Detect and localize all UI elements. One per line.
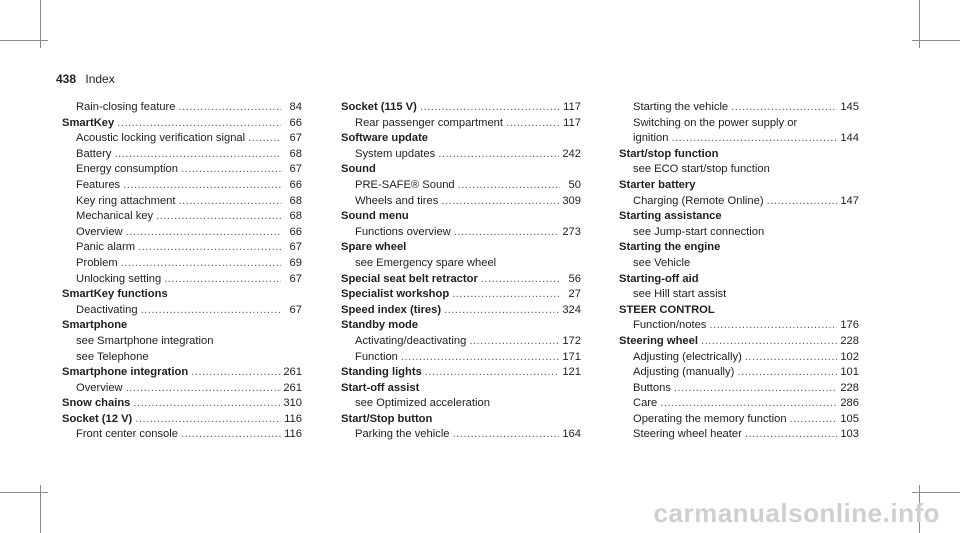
index-subentry [619, 287, 859, 303]
index-subentry [341, 147, 581, 163]
page-reference[interactable]: 242 [562, 147, 581, 160]
index-subentry [62, 334, 302, 350]
index-subentry [62, 225, 302, 241]
index-column-1 [62, 100, 302, 443]
index-subentry [619, 131, 859, 147]
entry-label: see Smartphone integration [76, 334, 214, 347]
leader-dots [164, 272, 281, 288]
entry-label: see Telephone [76, 350, 149, 363]
entry-label: Snow chains [62, 397, 131, 410]
leader-dots [481, 272, 560, 288]
entry-label: Start-off assist [341, 381, 420, 394]
page-reference[interactable]: 309 [562, 194, 581, 207]
leader-dots [179, 194, 282, 210]
page-reference[interactable]: 144 [840, 132, 859, 145]
entry-label: STEER CONTROL [619, 303, 715, 316]
index-heading [62, 412, 302, 428]
index-subentry [62, 240, 302, 256]
index-heading [341, 287, 581, 303]
leader-dots [117, 116, 281, 132]
index-subentry [619, 396, 859, 412]
page-reference[interactable]: 68 [289, 194, 302, 207]
page-reference[interactable]: 66 [289, 178, 302, 191]
leader-dots [790, 412, 838, 428]
index-subentry [62, 350, 302, 366]
entry-label: Deactivating [76, 303, 138, 316]
entry-label: Starting-off aid [619, 272, 699, 285]
entry-label: SmartKey [62, 116, 115, 129]
leader-dots [401, 350, 559, 366]
entry-label: Start/stop function [619, 147, 719, 160]
leader-dots [135, 412, 281, 428]
index-subentry [619, 116, 859, 132]
index-subentry [62, 209, 302, 225]
entry-label: see Vehicle [633, 256, 691, 269]
leader-dots [469, 334, 559, 350]
leader-dots [114, 147, 281, 163]
page-reference[interactable]: 69 [289, 256, 302, 269]
page-reference[interactable]: 164 [562, 428, 581, 441]
index-subentry [341, 225, 581, 241]
page-reference[interactable]: 117 [563, 101, 581, 113]
index-subentry [341, 396, 581, 412]
page-reference[interactable]: 67 [289, 163, 302, 176]
entry-label: Activating/deactivating [355, 334, 467, 347]
entry-label: Front center console [76, 428, 178, 441]
leader-dots [191, 365, 280, 381]
entry-label: Socket (115 V) [341, 101, 417, 113]
index-subentry [62, 194, 302, 210]
index-subentry [62, 256, 302, 272]
index-subentry [62, 100, 302, 116]
entry-label: Sound menu [341, 210, 409, 223]
leader-dots [674, 381, 837, 397]
page-reference[interactable]: 67 [289, 272, 302, 285]
index-heading [619, 147, 859, 163]
index-heading [341, 162, 581, 178]
page-reference[interactable]: 145 [840, 101, 859, 113]
entry-label: Buttons [633, 381, 671, 394]
index-subentry [341, 116, 581, 132]
index-subentry [619, 427, 859, 443]
entry-label: Starter battery [619, 178, 696, 191]
page-reference[interactable]: 116 [284, 428, 302, 441]
index-subentry [62, 131, 302, 147]
entry-label: SmartKey functions [62, 288, 168, 301]
index-subentry [62, 147, 302, 163]
page-reference[interactable]: 116 [284, 412, 302, 425]
index-subentry [619, 381, 859, 397]
leader-dots [709, 318, 837, 334]
entry-label: Standing lights [341, 366, 422, 379]
page-reference[interactable]: 117 [563, 116, 581, 129]
leader-dots [660, 396, 837, 412]
entry-label: see Hill start assist [633, 288, 727, 301]
leader-dots [425, 365, 560, 381]
leader-dots [444, 303, 559, 319]
crop-mark [0, 40, 48, 41]
page-reference[interactable]: 50 [568, 178, 581, 191]
page-reference[interactable]: 324 [562, 303, 581, 316]
entry-label: Energy consumption [76, 163, 178, 176]
index-subentry [619, 365, 859, 381]
entry-label: Start/Stop button [341, 412, 433, 425]
index-heading [619, 178, 859, 194]
leader-dots [453, 427, 560, 443]
entry-label: see Optimized acceleration [355, 397, 490, 410]
index-column-2 [341, 100, 581, 443]
page-reference[interactable]: 102 [840, 350, 859, 363]
entry-label: Overview [76, 225, 123, 238]
index-heading [341, 240, 581, 256]
index-subentry [619, 318, 859, 334]
index-heading [341, 381, 581, 397]
entry-label: Adjusting (electrically) [633, 350, 742, 363]
entry-label: Care [633, 397, 658, 410]
entry-label: Smartphone integration [62, 366, 189, 379]
entry-label: Function/notes [633, 319, 707, 332]
crop-mark [912, 40, 960, 41]
leader-dots [133, 396, 280, 412]
page-reference[interactable]: 172 [562, 334, 581, 347]
leader-dots [121, 256, 281, 272]
index-heading [341, 272, 581, 288]
index-heading [341, 303, 581, 319]
entry-label: Wheels and tires [355, 194, 439, 207]
leader-dots [179, 100, 282, 116]
leader-dots [248, 131, 281, 147]
index-heading [341, 209, 581, 225]
page-reference[interactable]: 228 [840, 334, 859, 347]
page-reference[interactable]: 273 [562, 225, 581, 238]
index-heading [62, 365, 302, 381]
entry-label: Features [76, 178, 121, 191]
entry-label: Overview [76, 381, 123, 394]
index-subentry [619, 194, 859, 210]
entry-label: Starting the engine [619, 241, 721, 254]
leader-dots [181, 162, 281, 178]
leader-dots [452, 287, 560, 303]
index-heading [619, 334, 859, 350]
entry-label: Starting the vehicle [633, 101, 729, 113]
index-heading [62, 318, 302, 334]
page-reference[interactable]: 68 [289, 147, 302, 160]
page-reference[interactable]: 66 [289, 225, 302, 238]
index-subentry [62, 381, 302, 397]
entry-label: see Jump-start connection [633, 225, 765, 238]
leader-dots [745, 350, 838, 366]
entry-label: Steering wheel [619, 334, 698, 347]
leader-dots [671, 131, 837, 147]
leader-dots [731, 100, 837, 116]
entry-label: Operating the memory function [633, 412, 787, 425]
index-heading [341, 365, 581, 381]
entry-label: Rain-closing feature [76, 101, 176, 113]
entry-label: see ECO start/stop function [633, 163, 770, 176]
entry-label: Unlocking setting [76, 272, 162, 285]
page-reference[interactable]: 67 [289, 241, 302, 254]
page-reference[interactable]: 261 [283, 381, 302, 394]
index-heading [619, 209, 859, 225]
index-subentry [62, 427, 302, 443]
entry-label: Charging (Remote Online) [633, 194, 764, 207]
leader-dots [737, 365, 837, 381]
page-reference[interactable]: 84 [289, 101, 302, 113]
leader-dots [141, 303, 281, 319]
index-subentry [619, 225, 859, 241]
index-heading [341, 318, 581, 334]
crop-mark [0, 492, 48, 493]
index-subentry [62, 162, 302, 178]
entry-label: Smartphone [62, 319, 128, 332]
entry-label: System updates [355, 147, 436, 160]
index-subentry [341, 178, 581, 194]
page-reference[interactable]: 103 [840, 428, 859, 441]
entry-label: Software update [341, 132, 429, 145]
leader-dots [458, 178, 560, 194]
page-reference[interactable]: 27 [568, 288, 581, 301]
entry-label: Speed index (tires) [341, 303, 442, 316]
index-heading [341, 100, 581, 116]
index-heading [619, 240, 859, 256]
page-reference[interactable]: 176 [840, 319, 859, 332]
crop-mark [912, 492, 960, 493]
page-reference[interactable]: 228 [840, 381, 859, 394]
page-reference[interactable]: 310 [283, 397, 302, 410]
entry-label: ignition [633, 132, 669, 145]
leader-dots [138, 240, 281, 256]
entry-label: Starting assistance [619, 210, 722, 223]
page-reference[interactable]: 101 [840, 366, 859, 379]
page-header [56, 72, 115, 86]
entry-label: Rear passenger compartment [355, 116, 503, 129]
watermark: carmanualsonline.info [653, 498, 940, 528]
leader-dots [181, 427, 281, 443]
entry-label: Mechanical key [76, 210, 154, 223]
page-reference[interactable]: 261 [283, 366, 302, 379]
index-subentry [341, 256, 581, 272]
entry-label: Spare wheel [341, 241, 407, 254]
leader-dots [454, 225, 560, 241]
entry-label: Acoustic locking verification signal [76, 132, 246, 145]
index-subentry [62, 272, 302, 288]
index-subentry [619, 162, 859, 178]
entry-label: Key ring attachment [76, 194, 176, 207]
entry-label: see Emergency spare wheel [355, 256, 497, 269]
leader-dots [126, 381, 281, 397]
index-subentry [62, 178, 302, 194]
leader-dots [441, 194, 559, 210]
page-reference[interactable]: 105 [840, 412, 859, 425]
entry-label: Switching on the power supply or [633, 116, 798, 129]
leader-dots [123, 178, 281, 194]
leader-dots [438, 147, 559, 163]
index-subentry [341, 427, 581, 443]
index-heading [341, 131, 581, 147]
index-subentry [341, 194, 581, 210]
index-heading [619, 303, 859, 319]
entry-label: Parking the vehicle [355, 428, 450, 441]
page-reference[interactable]: 286 [840, 397, 859, 410]
page-reference[interactable]: 147 [840, 194, 859, 207]
entry-label: PRE-SAFE® Sound [355, 178, 455, 191]
index-subentry [619, 412, 859, 428]
leader-dots [156, 209, 281, 225]
page-reference[interactable]: 68 [289, 210, 302, 223]
index-heading [62, 287, 302, 303]
index-subentry [619, 256, 859, 272]
entry-label: Standby mode [341, 319, 419, 332]
entry-label: Special seat belt retractor [341, 272, 478, 285]
entry-label: Function [355, 350, 398, 363]
index-subentry [341, 350, 581, 366]
leader-dots [701, 334, 837, 350]
entry-label: Specialist workshop [341, 288, 450, 301]
page-reference[interactable]: 171 [562, 350, 581, 363]
leader-dots [767, 194, 838, 210]
entry-label: Functions overview [355, 225, 451, 238]
page-reference[interactable]: 56 [568, 272, 581, 285]
index-subentry [619, 350, 859, 366]
index-heading [341, 412, 581, 428]
index-heading [62, 116, 302, 132]
page-reference[interactable]: 67 [289, 132, 302, 145]
section-title: Index [85, 72, 115, 86]
page-reference[interactable]: 67 [289, 303, 302, 316]
index-column-3 [619, 100, 859, 443]
page-number: 438 [56, 72, 77, 86]
index-subentry [619, 100, 859, 116]
entry-label: Steering wheel heater [633, 428, 742, 441]
entry-label: Sound [341, 163, 376, 176]
leader-dots [126, 225, 281, 241]
index-heading [62, 396, 302, 412]
index-subentry [341, 334, 581, 350]
leader-dots [745, 427, 837, 443]
page-reference[interactable]: 66 [289, 116, 302, 129]
entry-label: Socket (12 V) [62, 412, 133, 425]
entry-label: Problem [76, 256, 118, 269]
index-subentry [62, 303, 302, 319]
leader-dots [420, 100, 560, 116]
entry-label: Battery [76, 147, 112, 160]
entry-label: Panic alarm [76, 241, 136, 254]
entry-label: Adjusting (manually) [633, 366, 735, 379]
leader-dots [506, 116, 560, 132]
index-heading [619, 272, 859, 288]
page-reference[interactable]: 121 [562, 366, 581, 379]
